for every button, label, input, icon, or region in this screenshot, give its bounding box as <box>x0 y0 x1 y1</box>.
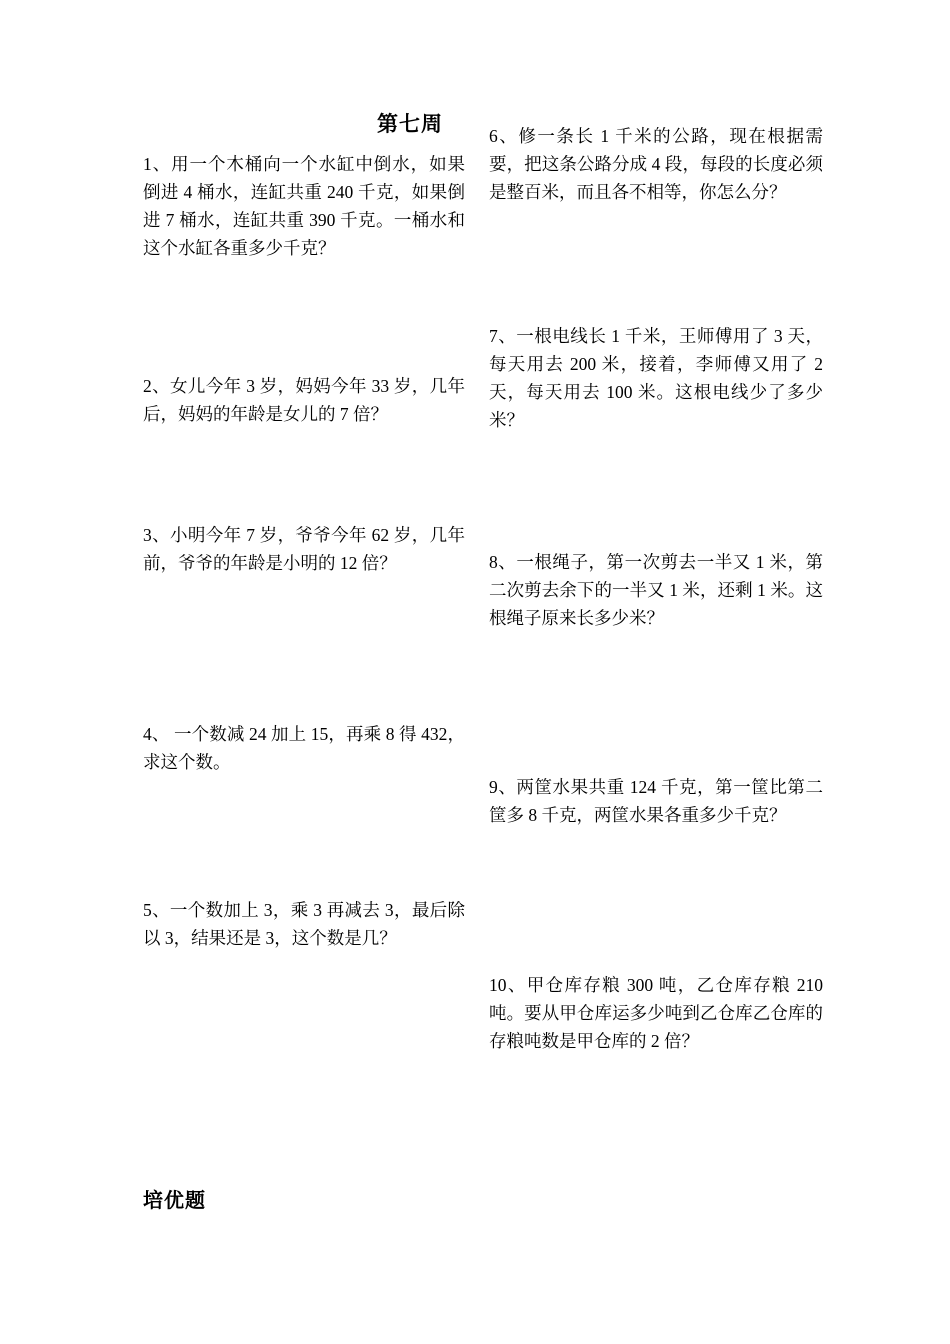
problem-2: 2、女儿今年 3 岁，妈妈今年 33 岁，几年后，妈妈的年龄是女儿的 7 倍？ <box>143 376 465 424</box>
problem-8: 8、一根绳子，第一次剪去一半又 1 米，第二次剪去余下的一半又 1 米，还剩 1 米。这根绳子原来长多少米？ <box>489 552 823 628</box>
problem-5: 5、一个数加上 3，乘 3 再减去 3，最后除以 3，结果还是 3，这个数是几？ <box>143 900 465 948</box>
problem-4: 4、 一个数减 24 加上 15，再乘 8 得 432，求这个数。 <box>143 724 465 772</box>
problem-6: 6、修一条长 1 千米的公路，现在根据需要，把这条公路分成 4 段，每段的长度必须是整百米，而且各不相等，你怎么分？ <box>489 126 823 202</box>
problem-9: 9、两筐水果共重 124 千克，第一筐比第二筐多 8 千克，两筐水果各重多少千克？ <box>489 777 823 825</box>
problem-1: 1、用一个木桶向一个水缸中倒水，如果倒进 4 桶水，连缸共重 240 千克，如果倒进 7 桶水，连缸共重 390 千克。一桶水和这个水缸各重多少千克？ <box>143 154 465 258</box>
problem-7: 7、一根电线长 1 千米，王师傅用了 3 天，每天用去 200 米，接着，李师傅又用了 2 天，每天用去 100 米。这根电线少了多少米？ <box>489 326 823 430</box>
advanced-section-heading: 培优题 <box>143 1190 206 1212</box>
problem-10: 10、甲仓库存粮 300 吨，乙仓库存粮 210 吨。要从甲仓库运多少吨到乙仓库乙仓库的存粮吨数是甲仓库的 2 倍？ <box>489 975 823 1051</box>
page-title: 第七周 <box>377 112 443 136</box>
problem-3: 3、小明今年 7 岁，爷爷今年 62 岁，几年前，爷爷的年龄是小明的 12 倍？ <box>143 525 465 573</box>
